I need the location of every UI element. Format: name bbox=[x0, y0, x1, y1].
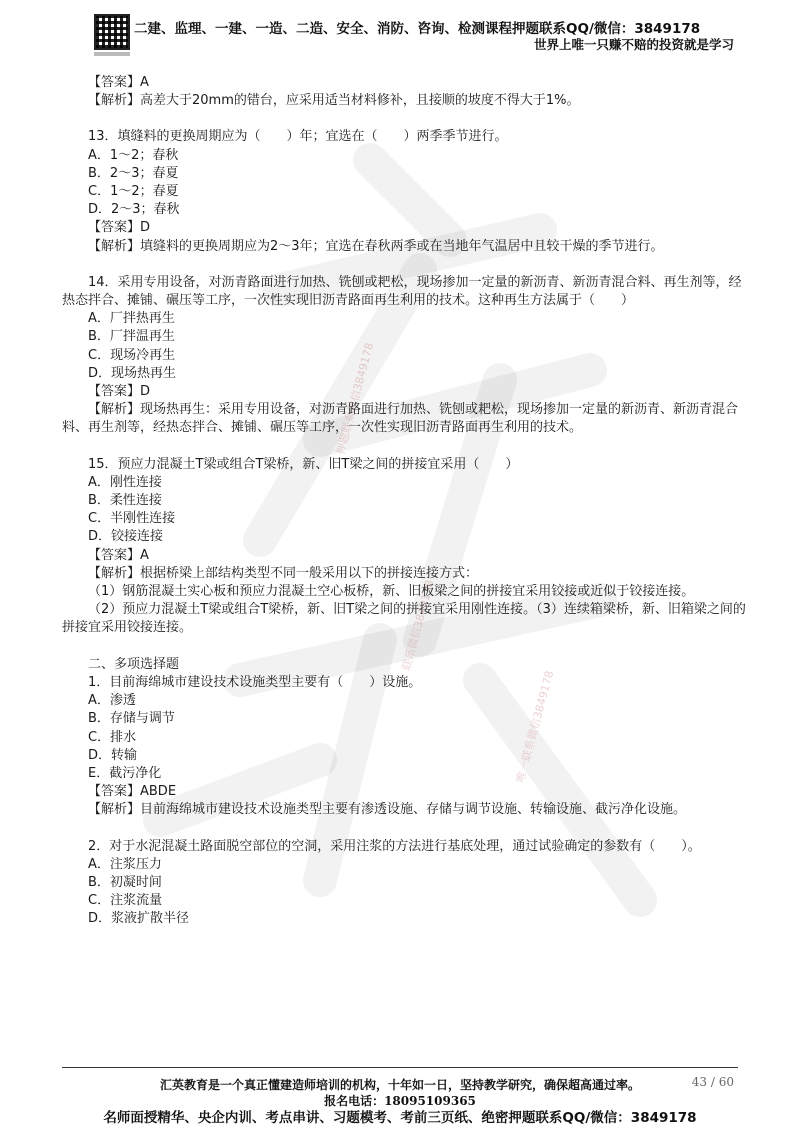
question-15: 15．预应力混凝土T梁或组合T梁桥，新、旧T梁之间的拼接宜采用（ ） bbox=[88, 456, 519, 472]
paragraph-gap bbox=[62, 438, 752, 456]
qr-caption-bar bbox=[94, 52, 130, 56]
section-heading: 二、多项选择题 bbox=[88, 656, 180, 672]
option-line: C．1～2；春夏 bbox=[88, 184, 179, 200]
question-1: 1．目前海绵城市建设技术设施类型主要有（ ）设施。 bbox=[88, 674, 422, 690]
option-line: D．铰接连接 bbox=[88, 529, 164, 545]
answer-line: 【答案】A bbox=[88, 547, 149, 563]
option-line: E．截污净化 bbox=[88, 765, 162, 781]
header-contact-line: 二建、监理、一建、一造、二造、安全、消防、咨询、检测课程押题联系QQ/微信：3849178 bbox=[134, 21, 701, 37]
option-line: A．刚性连接 bbox=[88, 474, 162, 490]
answer-line: 【答案】A bbox=[88, 75, 149, 90]
option-line: B．柔性连接 bbox=[88, 493, 162, 509]
watermark-text-1: 押题联系微信3849178 bbox=[333, 341, 377, 456]
answer-line: 【答案】D bbox=[88, 220, 151, 236]
explanation-line: （2）预应力混凝土T梁或组合T梁桥，新、旧T梁之间的拼接宜采用刚性连接。（3）连续箱梁桥，新、旧箱梁之间的拼接宜采用铰接连接。 bbox=[62, 602, 746, 636]
explanation-line: 【解析】根据桥梁上部结构类型不同一般采用以下的拼接连接方式： bbox=[88, 565, 479, 581]
option-line: A．1～2；春秋 bbox=[88, 147, 179, 163]
option-line: B．2～3；春夏 bbox=[88, 165, 179, 181]
answer-line: 【答案】ABDE bbox=[88, 784, 177, 800]
option-line: D．2～3；春秋 bbox=[88, 202, 180, 218]
option-line: C．半刚性连接 bbox=[88, 511, 176, 527]
paragraph-gap bbox=[62, 820, 752, 838]
option-line: B．厂拌温再生 bbox=[88, 329, 175, 345]
header-slogan: 世界上唯一只赚不赔的投资就是学习 bbox=[533, 37, 734, 52]
option-line: D．浆液扩散半径 bbox=[88, 911, 190, 927]
option-line: B．初凝时间 bbox=[88, 874, 162, 890]
explanation-line: （1）钢筋混凝土实心板和预应力混凝土空心板桥，新、旧板梁之间的拼接宜采用铰接或近似于铰接连接。 bbox=[88, 584, 695, 600]
watermark-text-3: 联系微信3849178 bbox=[399, 578, 437, 672]
option-line: A．注浆压力 bbox=[88, 856, 162, 872]
footer-slogan: 汇英教育是一个真正懂建造师培训的机构，十年如一日，坚持教学研究，确保超高通过率。 bbox=[159, 1078, 640, 1092]
document-body bbox=[62, 74, 752, 929]
question-2: 2．对于水泥混凝土路面脱空部位的空洞，采用注浆的方法进行基底处理，通过试验确定的参数有（ ）。 bbox=[88, 838, 701, 854]
watermark-text-2: 唯一联系微信3849178 bbox=[513, 669, 557, 784]
answer-line: 【答案】D bbox=[88, 384, 151, 400]
paragraph-gap bbox=[62, 638, 752, 656]
paragraph-gap bbox=[62, 256, 752, 274]
option-line: A．厂拌热再生 bbox=[88, 311, 175, 327]
page-number: 43 / 60 bbox=[691, 1075, 734, 1089]
footer-contact-line: 名师面授精华、央企内训、考点串讲、习题模考、考前三页纸、绝密押题联系QQ/微信：3849178 bbox=[103, 1110, 697, 1126]
footer-divider bbox=[62, 1067, 738, 1068]
option-line: D．现场热再生 bbox=[88, 365, 177, 381]
explanation-line: 【解析】现场热再生：采用专用设备，对沥青路面进行加热、铣刨或耙松，现场掺加一定量的新沥青、新沥青混合料、再生剂等，经热态拌合、摊铺、碾压等工序，一次性实现旧沥青路面再生利用的技术。 bbox=[62, 402, 739, 436]
option-line: A．渗透 bbox=[88, 693, 136, 709]
paragraph-gap bbox=[62, 110, 752, 128]
explanation-line: 【解析】填缝料的更换周期应为2～3年；宜选在春秋两季或在当地年气温居中且较干燥的季节进行。 bbox=[88, 238, 664, 254]
option-line: B．存储与调节 bbox=[88, 711, 175, 727]
explanation-line: 【解析】高差大于20mm的错台，应采用适当材料修补，且接顺的坡度不得大于1%。 bbox=[88, 93, 580, 109]
explanation-line: 【解析】目前海绵城市建设技术设施类型主要有渗透设施、存储与调节设施、转输设施、截污净化设施。 bbox=[88, 802, 687, 818]
option-line: D．转输 bbox=[88, 747, 138, 763]
qr-code bbox=[94, 14, 130, 50]
footer-phone: 报名电话：18095109365 bbox=[324, 1094, 476, 1108]
question-13: 13．填缝料的更换周期应为（ ）年；宜选在（ ）两季季节进行。 bbox=[88, 129, 508, 145]
option-line: C．排水 bbox=[88, 729, 137, 745]
option-line: C．注浆流量 bbox=[88, 893, 163, 909]
option-line: C．现场冷再生 bbox=[88, 347, 176, 363]
question-14: 14．采用专用设备，对沥青路面进行加热、铣刨或耙松，现场掺加一定量的新沥青、新沥青混合料、再生剂等，经热态拌合、摊铺、碾压等工序，一次性实现旧沥青路面再生利用的技术。这种再生方法属于（ ） bbox=[62, 274, 742, 309]
